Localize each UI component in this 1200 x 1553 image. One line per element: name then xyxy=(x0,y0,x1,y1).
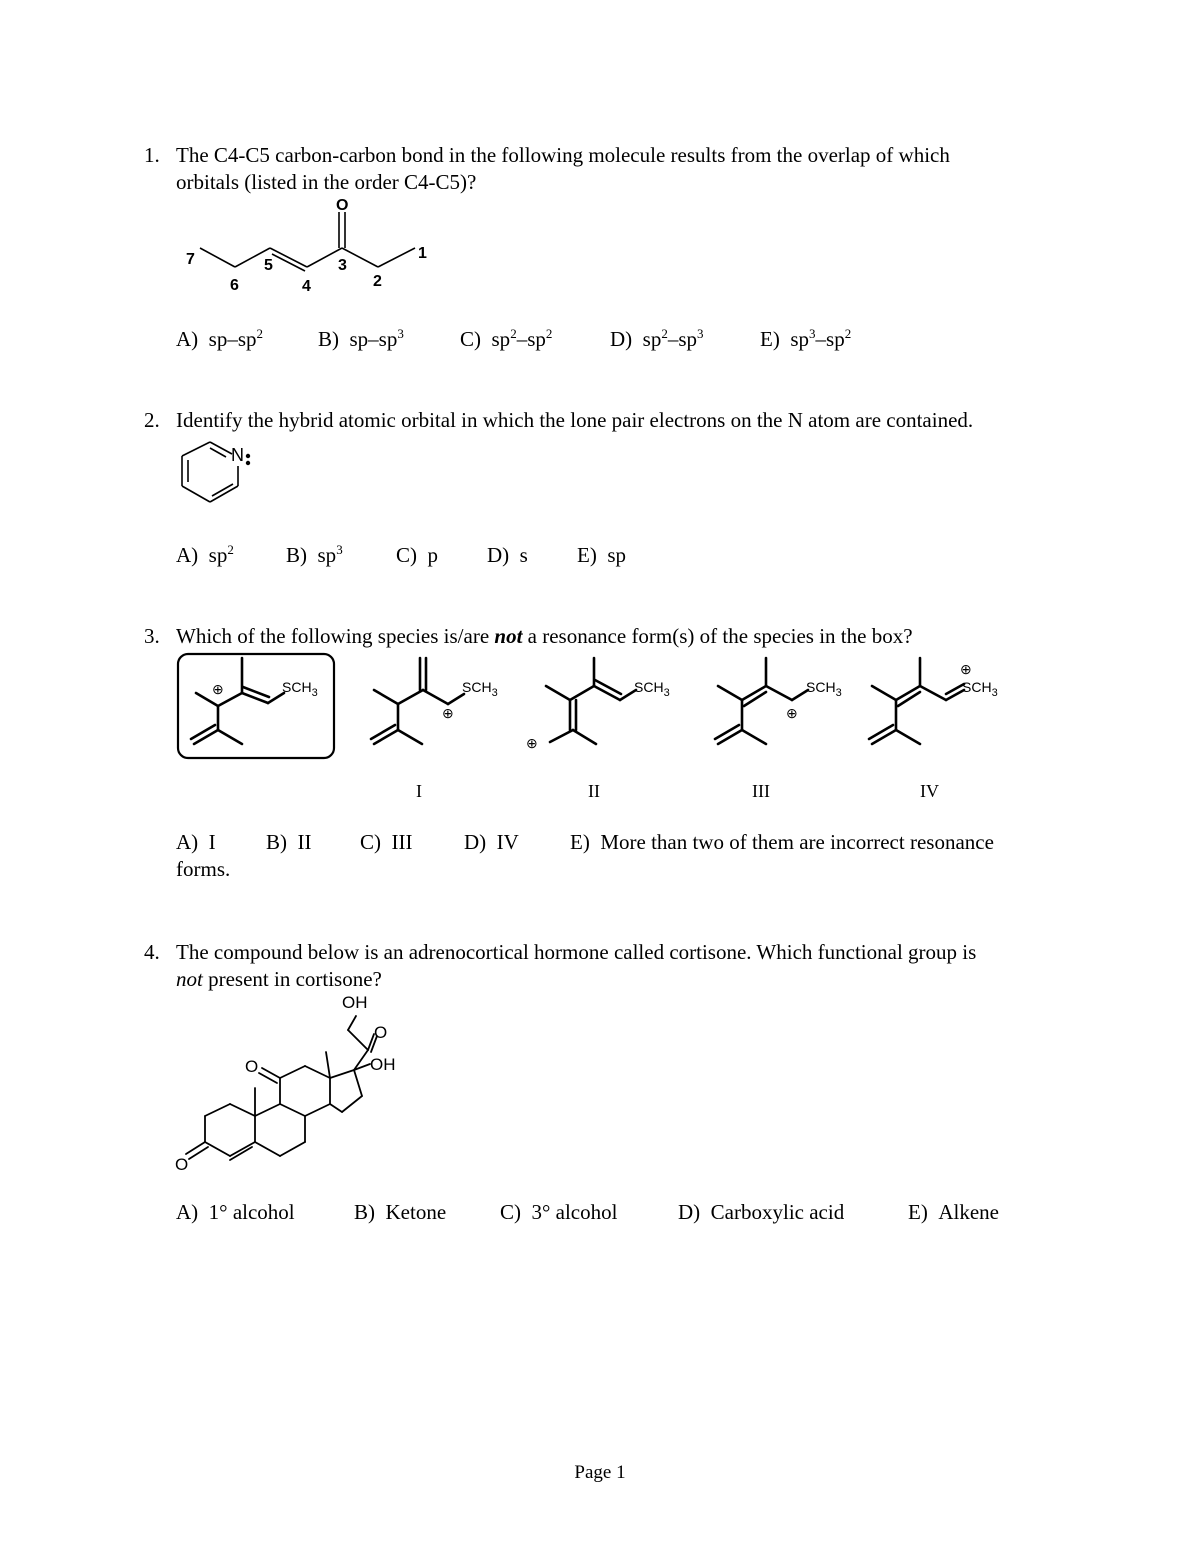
option-b[interactable]: B) II xyxy=(266,830,312,854)
structure-label-ii: II xyxy=(588,781,600,801)
positive-charge: ⊕ xyxy=(786,705,798,721)
positive-charge: ⊕ xyxy=(526,735,538,751)
question-text: not present in cortisone? xyxy=(176,967,382,991)
question-number: 4. xyxy=(144,940,160,964)
option-b[interactable]: B) Ketone xyxy=(354,1200,447,1224)
option-a[interactable]: A) I xyxy=(176,830,216,854)
option-b[interactable]: B) $sp-sp^3$ xyxy=(318,326,404,351)
atom-label-nitrogen: N xyxy=(231,445,244,465)
oxygen-label-c3: O xyxy=(175,1155,189,1174)
oxygen-label-c11: O xyxy=(245,1057,259,1076)
option-e[interactable]: E) Alkene xyxy=(908,1200,999,1224)
option-e-continuation: forms. xyxy=(176,857,231,881)
option-c[interactable]: C) p xyxy=(396,543,438,567)
answer-options-4 xyxy=(0,1200,1200,1230)
option-d[interactable]: D) Carboxylic acid xyxy=(678,1200,845,1224)
structure-label-iii: III xyxy=(752,781,770,801)
option-c[interactable]: C) 3° alcohol xyxy=(500,1200,618,1224)
option-a[interactable]: A) 1° alcohol xyxy=(176,1200,295,1224)
option-c[interactable]: C) III xyxy=(360,830,413,854)
atom-label-oxygen: O xyxy=(336,197,349,214)
question-number: 1. xyxy=(144,143,160,167)
question-number: 3. xyxy=(144,624,160,648)
option-d[interactable]: D) s xyxy=(487,543,528,567)
option-d[interactable]: D) IV xyxy=(464,830,519,854)
answer-options-1 xyxy=(0,327,1200,357)
question-text: Which of the following species is/are not a resonance form(s) of the species in the box? xyxy=(176,624,913,648)
positive-charge: ⊕ xyxy=(960,661,972,677)
resonance-structures xyxy=(170,648,1050,768)
option-b[interactable]: B) $sp^3$ xyxy=(286,542,343,567)
question-text: The compound below is an adrenocortical hormone called cortisone. Which functional group is xyxy=(176,940,977,964)
option-e[interactable]: E) sp xyxy=(577,543,627,567)
group-label: $SCH_3$ xyxy=(282,679,318,699)
option-a[interactable]: A) $sp^2$ xyxy=(176,542,234,567)
option-a[interactable]: A) $sp-sp^2$ xyxy=(176,326,264,351)
option-e[interactable]: E) More than two of them are incorrect resonance xyxy=(570,830,994,854)
group-label: $SCH_3$ xyxy=(806,679,842,699)
page-number: Page 1 xyxy=(574,1462,626,1483)
atom-label-7: 7 xyxy=(186,251,195,268)
answer-options-2 xyxy=(0,543,1200,573)
atom-label-6: 6 xyxy=(230,277,239,294)
structure-label-iv: IV xyxy=(920,781,939,801)
atom-label-3: 3 xyxy=(338,257,347,274)
question-text: orbitals (listed in the order C4-C5)? xyxy=(176,170,477,194)
atom-label-4: 4 xyxy=(302,278,311,295)
hydroxyl-label-primary: OH xyxy=(342,993,368,1012)
structure-label-i: I xyxy=(416,781,422,801)
positive-charge: ⊕ xyxy=(442,705,454,721)
oxygen-label-c20: O xyxy=(374,1023,388,1042)
molecule-heptenone xyxy=(170,190,450,300)
molecule-pyridine xyxy=(170,436,270,516)
group-label: $SCH_3$ xyxy=(462,679,498,699)
answer-options-3 xyxy=(0,830,1200,886)
hydroxyl-label-tertiary: OH xyxy=(370,1055,396,1074)
molecule-cortisone xyxy=(170,990,420,1180)
group-label: $SCH_3$ xyxy=(962,679,998,699)
option-c[interactable]: C) $sp^2-sp^2$ xyxy=(460,326,553,351)
group-label: $SCH_3$ xyxy=(634,679,670,699)
question-text: Identify the hybrid atomic orbital in which the lone pair electrons on the N atom are contained. xyxy=(176,408,974,432)
atom-label-2: 2 xyxy=(373,273,382,290)
option-d[interactable]: D) $sp^2-sp^3$ xyxy=(610,326,704,351)
reference-structure-box xyxy=(178,654,334,758)
atom-label-5: 5 xyxy=(264,257,273,274)
question-number: 2. xyxy=(144,408,160,432)
positive-charge: ⊕ xyxy=(212,681,224,697)
question-text: The C4-C5 carbon-carbon bond in the following molecule results from the overlap of which xyxy=(176,143,950,167)
atom-label-1: 1 xyxy=(418,245,427,262)
option-e[interactable]: E) $sp^3-sp^2$ xyxy=(760,326,852,351)
